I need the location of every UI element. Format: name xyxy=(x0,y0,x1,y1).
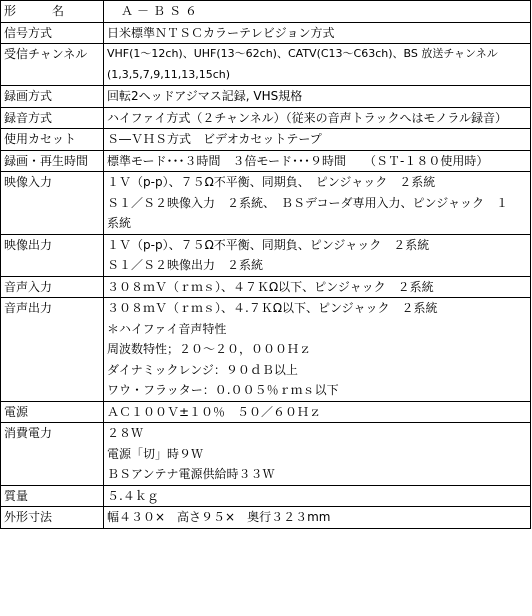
value-line: 標準モード･･･３時間 ３倍モード･･･９時間 （ＳＴ-１８０使用時） xyxy=(107,153,489,168)
spec-row-recording-method xyxy=(1,86,531,108)
row-label: 使用カセット xyxy=(1,129,104,151)
value-line: ＊ハイファイ音声特性 xyxy=(107,321,227,336)
row-value xyxy=(104,44,531,86)
value-line: ダイナミックレンジ：９０ｄＢ以上 xyxy=(107,362,298,377)
row-label: 映像入力 xyxy=(1,172,104,235)
value-line: 系統 xyxy=(107,216,132,230)
value-line: １Ｖ（p-p）、７５Ω不平衡、同期負、 ピンジャック ２系統 xyxy=(107,175,436,189)
row-label: 形 名 xyxy=(1,1,104,23)
value-line: 日米標準ＮＴＳＣカラーテレビジョン方式 xyxy=(107,25,335,40)
row-value xyxy=(104,507,531,529)
spec-row-power-consumption xyxy=(1,423,531,486)
row-value xyxy=(104,298,531,402)
row-value xyxy=(104,485,531,507)
row-label: 録画・再生時間 xyxy=(1,150,104,172)
value-line: Ｓ１／Ｓ２映像入力 ２系統、 ＢＳデコーダ専用入力、ピンジャック １ xyxy=(107,195,508,210)
row-value xyxy=(104,129,531,151)
row-value xyxy=(104,107,531,129)
spec-row-model xyxy=(1,1,531,23)
value-line: ５.４ｋｇ xyxy=(107,488,159,503)
value-line: 電源「切」時９Ｗ xyxy=(107,446,204,461)
value-line: ３０８ｍＶ（ｒｍｓ）、４.７ＫΩ以下、ピンジャック ２系統 xyxy=(107,301,438,315)
value-line: ＢＳアンテナ電源供給時３３Ｗ xyxy=(107,467,275,481)
value-line: １Ｖ（p-p）、７５Ω不平衡、同期負、ピンジャック ２系統 xyxy=(107,237,430,252)
row-value xyxy=(104,1,531,23)
row-label: 録音方式 xyxy=(1,107,104,129)
row-label: 質量 xyxy=(1,485,104,507)
row-label: 映像出力 xyxy=(1,234,104,276)
spec-row-channels xyxy=(1,44,531,86)
row-value xyxy=(104,423,531,486)
spec-row-mass xyxy=(1,485,531,507)
spec-row-dimensions xyxy=(1,507,531,529)
row-value xyxy=(104,401,531,423)
value-line: ＡＣ１００Ｖ±１０％ ５０／６０Ｈｚ xyxy=(107,404,322,419)
row-label: 電源 xyxy=(1,401,104,423)
row-value xyxy=(104,172,531,235)
spec-row-signal-system xyxy=(1,22,531,44)
spec-row-video-output xyxy=(1,234,531,276)
spec-row-audio-input xyxy=(1,276,531,298)
row-value xyxy=(104,276,531,298)
value-line: Ｓ１／Ｓ２映像出力 ２系統 xyxy=(107,258,264,272)
row-label: 音声入力 xyxy=(1,276,104,298)
value-line: ３０８ｍＶ（ｒｍｓ）、４７ＫΩ以下、ピンジャック ２系統 xyxy=(107,279,434,294)
spec-row-cassette xyxy=(1,129,531,151)
value-line: 回転2ヘッドアジマス記録, VHS規格 xyxy=(107,89,303,103)
value-line: VHF(1～12ch)、UHF(13～62ch)、CATV(C13～C63ch)、BS 放送チャンネル xyxy=(107,47,498,60)
row-label: 信号方式 xyxy=(1,22,104,44)
row-label: 音声出力 xyxy=(1,298,104,402)
value-line: 周波数特性；２０～２０，０００Ｈｚ xyxy=(107,342,312,356)
spec-row-rec-play-time xyxy=(1,150,531,172)
value-line: Ａ－ＢＳ６ xyxy=(121,4,202,18)
value-line: ２８Ｗ xyxy=(107,426,144,440)
row-label: 録画方式 xyxy=(1,86,104,108)
row-label: 消費電力 xyxy=(1,423,104,486)
spec-row-audio-output xyxy=(1,298,531,402)
row-value xyxy=(104,22,531,44)
value-line: (1,3,5,7,9,11,13,15ch) xyxy=(107,67,231,81)
value-line: Ｓ―ＶＨＳ方式 ビデオカセットテープ xyxy=(107,132,322,146)
value-line: ハイファイ方式（２チャンネル）（従来の音声トラックへはモノラル録音） xyxy=(107,110,507,125)
spec-row-audio-recording xyxy=(1,107,531,129)
row-value xyxy=(104,234,531,276)
row-label: 受信チャンネル xyxy=(1,44,104,86)
spec-row-power-supply xyxy=(1,401,531,423)
value-line: 幅４３０× 高さ９５× 奥行３２３mm xyxy=(107,510,331,524)
spec-row-video-input xyxy=(1,172,531,235)
row-value xyxy=(104,150,531,172)
row-label: 外形寸法 xyxy=(1,507,104,529)
row-value xyxy=(104,86,531,108)
value-line: ワウ・フラッター：０.００５％ｒｍｓ以下 xyxy=(107,383,339,397)
